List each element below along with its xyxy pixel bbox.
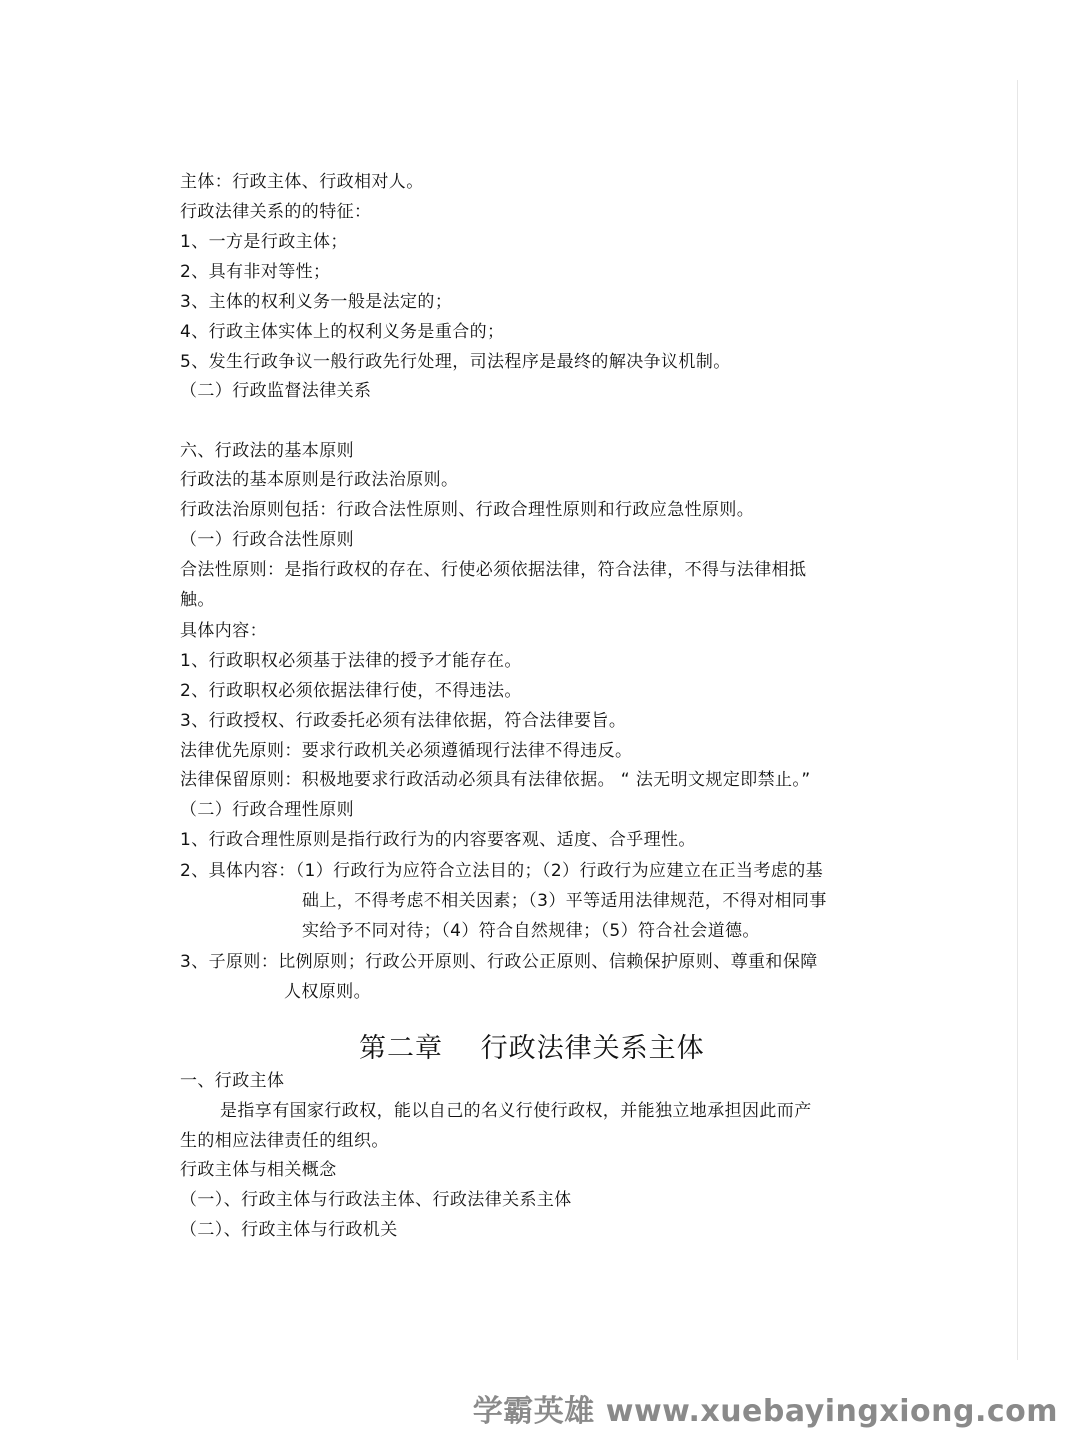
text-line: 1、行政职权必须基于法律的授予才能存在。 <box>180 651 522 671</box>
text-line: 具体内容： <box>180 621 267 641</box>
text-line: 行政法治原则包括：行政合法性原则、行政合理性原则和行政应急性原则。 <box>180 500 755 520</box>
text-line: 法律保留原则：积极地要求行政活动必须具有法律依据。 “ 法无明文规定即禁止。” <box>180 770 811 790</box>
text-line: 3、子原则：比例原则；行政公开原则、行政公正原则、信赖保护原则、尊重和保障 <box>180 952 818 972</box>
chapter-title: 第二章 行政法律关系主体 <box>359 1033 705 1064</box>
text-line: 实给予不同对待；（4）符合自然规律；（5）符合社会道德。 <box>302 921 760 941</box>
text-line: 2、行政职权必须依据法律行使，不得违法。 <box>180 681 522 701</box>
text-line: 行政主体与相关概念 <box>180 1160 337 1180</box>
text-line: 行政法律关系的的特征： <box>180 202 372 222</box>
text-line: （二）、行政主体与行政机关 <box>180 1220 398 1240</box>
text-line: 5、发生行政争议一般行政先行处理，司法程序是最终的解决争议机制。 <box>180 352 731 372</box>
text-line: （二）行政合理性原则 <box>180 800 354 820</box>
text-line: 3、主体的权利义务一般是法定的； <box>180 292 453 312</box>
text-line: （一）行政合法性原则 <box>180 530 354 550</box>
text-line: 生的相应法律责任的组织。 <box>180 1131 389 1151</box>
site-watermark: 学霸英雄 www.xuebayingxiong.com <box>472 1394 1058 1429</box>
text-line: 是指享有国家行政权，能以自己的名义行使行政权，并能独立地承担因此而产 <box>220 1101 812 1121</box>
text-line: 4、行政主体实体上的权利义务是重合的； <box>180 322 505 342</box>
section-heading: 一、行政主体 <box>180 1071 285 1091</box>
text-line: 2、具体内容：（1）行政行为应符合立法目的；（2）行政行为应建立在正当考虑的基 <box>180 861 824 881</box>
text-line: （二）行政监督法律关系 <box>180 381 372 401</box>
text-line: 1、行政合理性原则是指行政行为的内容要客观、适度、合乎理性。 <box>180 830 696 850</box>
page-border <box>1017 80 1018 1360</box>
text-line: 1、一方是行政主体； <box>180 232 348 252</box>
text-line: 合法性原则：是指行政权的存在、行使必须依据法律，符合法律，不得与法律相抵 <box>180 560 807 580</box>
text-line: 法律优先原则：要求行政机关必须遵循现行法律不得违反。 <box>180 741 633 761</box>
text-line: 行政法的基本原则是行政法治原则。 <box>180 470 459 490</box>
text-line: 3、行政授权、行政委托必须有法律依据，符合法律要旨。 <box>180 711 627 731</box>
section-heading: 六、行政法的基本原则 <box>180 441 354 461</box>
text-line: （一）、行政主体与行政法主体、行政法律关系主体 <box>180 1190 572 1210</box>
text-line: 础上，不得考虑不相关因素；（3）平等适用法律规范，不得对相同事 <box>302 891 827 911</box>
text-line: 触。 <box>180 590 215 610</box>
text-line: 人权原则。 <box>284 982 371 1002</box>
text-line: 2、具有非对等性； <box>180 262 331 282</box>
text-line: 主体：行政主体、行政相对人。 <box>180 172 424 192</box>
